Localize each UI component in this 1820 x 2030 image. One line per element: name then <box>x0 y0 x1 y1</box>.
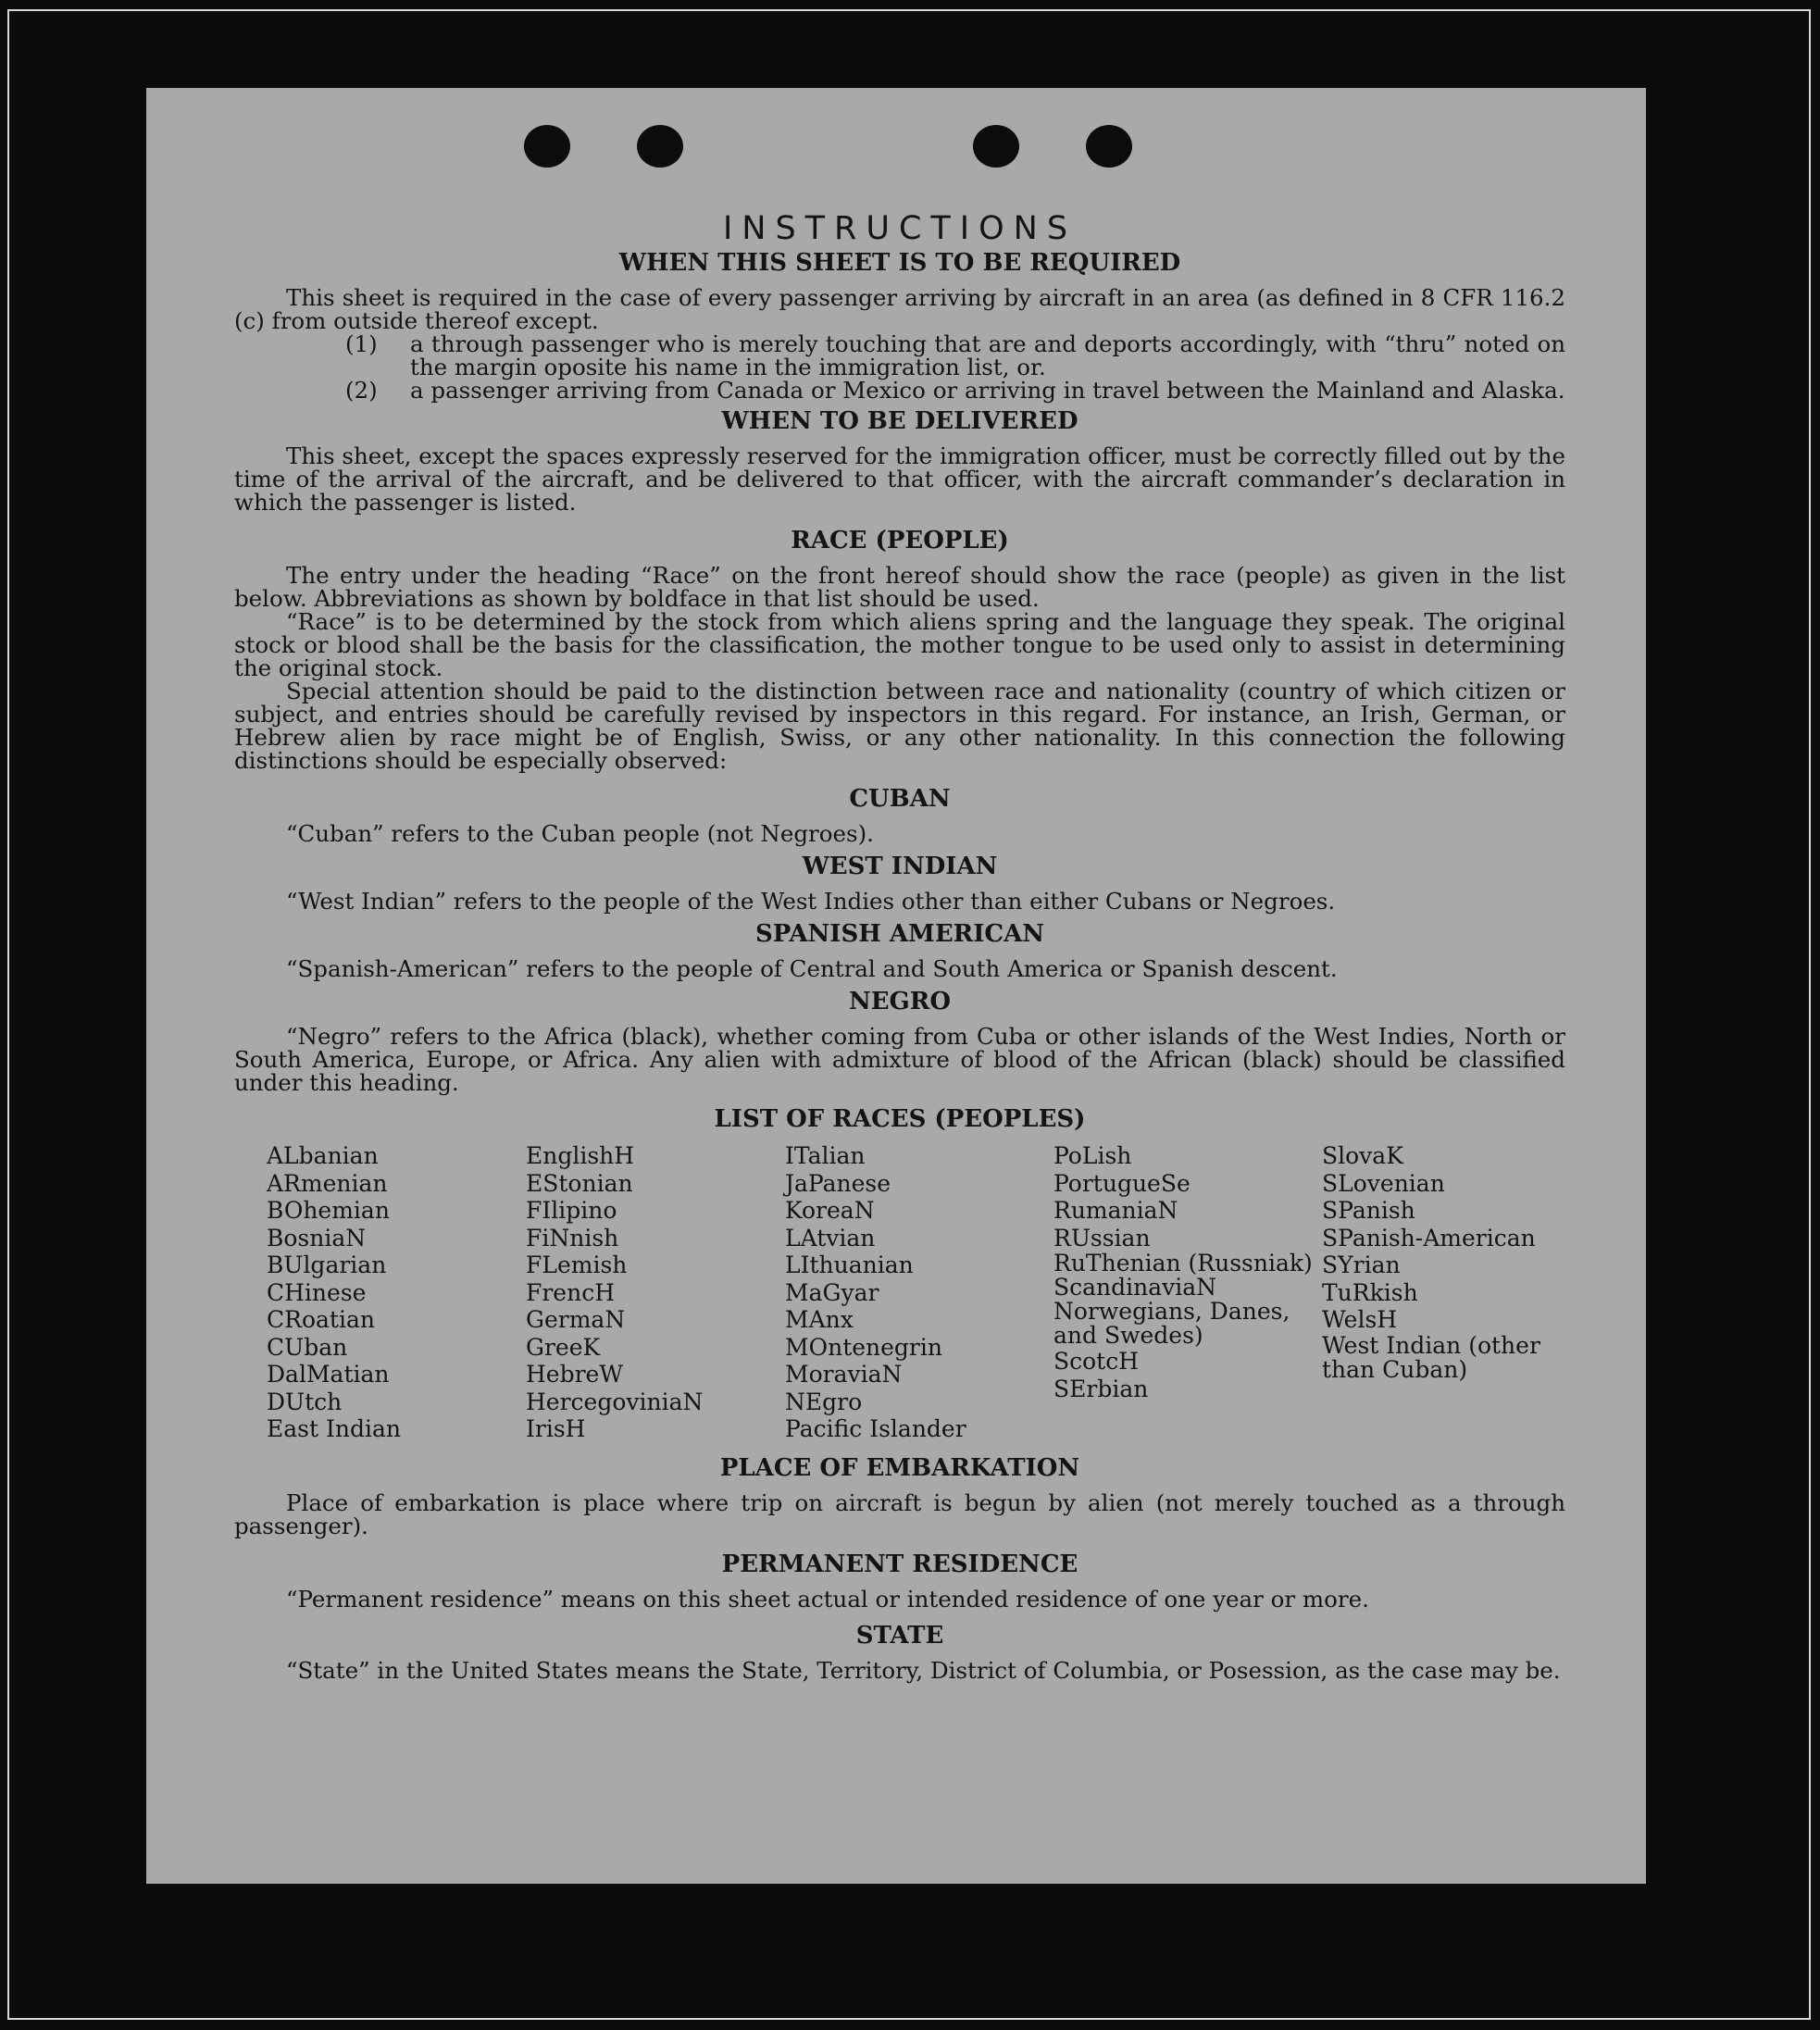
race-entry: GermaN <box>526 1306 626 1333</box>
section-title: NEGRO <box>848 988 952 1015</box>
race-entry: RuThenian (Russniak) <box>1053 1250 1313 1277</box>
race-entry: HercegoviniaN <box>526 1388 704 1415</box>
race-entry: FIlipino <box>526 1197 617 1224</box>
race-entry: West Indian (other than Cuban) <box>1322 1331 1540 1383</box>
list-item <box>234 332 1565 379</box>
item-number: (1) <box>345 330 378 357</box>
race-entry: BUlgarian <box>267 1252 387 1278</box>
race-entry: MOntenegrin <box>785 1333 942 1361</box>
race-entry: FiNnish <box>526 1224 619 1252</box>
race-entry: SLovenian <box>1322 1169 1445 1197</box>
race-entry: SlovaK <box>1322 1142 1403 1169</box>
race-entry: SPanish-American <box>1322 1224 1536 1252</box>
race-entry: MaGyar <box>785 1278 879 1306</box>
paragraph: “Negro” refers to the Africa (black), whether coming from Cuba or other islands of the West Indies, North or South America, Europe, or Africa. Any alien with admixture of blood of the African (black) should be classified under this heading. <box>234 1023 1565 1096</box>
race-entry: CHinese <box>267 1278 367 1306</box>
races-column <box>1053 1142 1322 1443</box>
punch-hole <box>524 125 570 168</box>
race-entry: East Indian <box>267 1415 401 1442</box>
section-title: CUBAN <box>849 785 951 813</box>
race-entry: ITalian <box>785 1142 866 1169</box>
section-title: WEST INDIAN <box>802 853 998 880</box>
race-entry: RumaniaN <box>1053 1197 1178 1224</box>
race-entry: FLemish <box>526 1252 628 1278</box>
race-entry: DUtch <box>267 1388 343 1415</box>
race-entry: MoraviaN <box>785 1361 903 1388</box>
race-entry: CRoatian <box>267 1306 375 1333</box>
races-column <box>1322 1142 1553 1443</box>
races-column <box>267 1142 526 1443</box>
race-entry: HebreW <box>526 1361 624 1388</box>
item-text: a passenger arriving from Canada or Mexico or arriving in travel between the Mainland and Alaska. <box>410 377 1565 404</box>
race-entry: ARmenian <box>267 1169 388 1197</box>
races-column <box>526 1142 785 1443</box>
paragraph: This sheet is required in the case of every passenger arriving by aircraft in an area (as defined in 8 CFR 116.2 (c) from outside thereof except. <box>234 284 1565 334</box>
race-entry: FrencH <box>526 1278 615 1306</box>
race-entry: SPanish <box>1322 1197 1415 1224</box>
race-entry: GreeK <box>526 1333 601 1361</box>
race-entry: EnglishH <box>526 1142 635 1169</box>
race-entry: NEgro <box>785 1388 863 1415</box>
punch-hole <box>1086 125 1132 168</box>
section-title: WHEN TO BE DELIVERED <box>721 407 1078 435</box>
race-entry: SYrian <box>1322 1252 1401 1278</box>
section-title: SPANISH AMERICAN <box>754 920 1045 948</box>
race-entry: DalMatian <box>267 1361 390 1388</box>
paragraph: “Race” is to be determined by the stock from which aliens spring and the language they speak. The original stock or blood shall be the basis for the classification, the mother tongue to be used only to assist in determining the original stock. <box>234 608 1565 681</box>
paragraph: “Permanent residence” means on this sheet actual or intended residence of one year or more. <box>286 1585 1369 1613</box>
race-entry: WelsH <box>1322 1306 1398 1333</box>
race-entry: ScandinaviaN Norwegians, Danes, and Swedes) <box>1053 1274 1290 1349</box>
page-title: INSTRUCTIONS <box>722 210 1078 247</box>
races-table <box>267 1142 1553 1443</box>
item-text: a through passenger who is merely touching that are and deports accordingly, with “thru” noted on the margin oposite his name in the immigration list, or. <box>410 330 1565 380</box>
race-entry: ALbanian <box>267 1142 379 1169</box>
race-entry: RUssian <box>1053 1224 1151 1252</box>
race-entry: TuRkish <box>1322 1278 1418 1306</box>
race-entry: CUban <box>267 1333 348 1361</box>
race-entry: EStonian <box>526 1169 633 1197</box>
race-entry: BOhemian <box>267 1197 390 1224</box>
race-entry: PortugueSe <box>1053 1169 1190 1197</box>
races-column <box>785 1142 1053 1443</box>
punch-hole <box>637 125 683 168</box>
instructions-content <box>234 210 1565 1682</box>
race-entry: MAnx <box>785 1306 854 1333</box>
paragraph: “West Indian” refers to the people of the West Indies other than either Cubans or Negroes. <box>286 888 1336 915</box>
punch-hole <box>973 125 1019 168</box>
section-title: PLACE OF EMBARKATION <box>719 1453 1080 1482</box>
section-title: RACE (PEOPLE) <box>791 527 1009 554</box>
race-entry: KoreaN <box>785 1197 875 1224</box>
paragraph: “Cuban” refers to the Cuban people (not Negroes). <box>286 820 874 847</box>
section-title: WHEN THIS SHEET IS TO BE REQUIRED <box>618 249 1181 277</box>
section-title: PERMANENT RESIDENCE <box>721 1550 1078 1578</box>
race-entry: BosniaN <box>267 1224 367 1252</box>
item-number: (2) <box>345 377 378 404</box>
race-entry: SErbian <box>1053 1375 1149 1402</box>
document-sheet <box>146 88 1646 1884</box>
race-entry: IrisH <box>526 1415 586 1442</box>
paragraph: Place of embarkation is place where trip on aircraft is begun by alien (not merely touched as a through passenger). <box>234 1488 1565 1539</box>
paragraph: “State” in the United States means the State, Territory, District of Columbia, or Posession, as the case may be. <box>286 1656 1561 1684</box>
race-entry: ScotcH <box>1053 1348 1140 1375</box>
race-entry: JaPanese <box>785 1169 891 1197</box>
paragraph: Special attention should be paid to the distinction between race and nationality (country of which citizen or subject, and entries should be carefully revised by inspectors in this regard. For instance, an Irish, German, or Hebrew alien by race might be of English, Swiss, or any other nationality. In this connection the following distinctions should be especially observed: <box>234 678 1565 774</box>
race-entry: Pacific Islander <box>785 1415 966 1442</box>
paragraph: This sheet, except the spaces expressly reserved for the immigration officer, must be correctly filled out by the time of the arrival of the aircraft, and be delivered to that officer, with the aircraft commander’s declaration in which the passenger is listed. <box>234 442 1565 516</box>
section-title: STATE <box>855 1621 944 1650</box>
race-entry: LIthuanian <box>785 1252 914 1278</box>
race-entry: LAtvian <box>785 1224 876 1252</box>
paragraph: The entry under the heading “Race” on the front hereof should show the race (people) as given in the list below. Abbreviations as shown by boldface in that list should be used. <box>234 562 1565 612</box>
section-title: LIST OF RACES (PEOPLES) <box>714 1105 1086 1133</box>
paragraph: “Spanish-American” refers to the people of Central and South America or Spanish descent. <box>286 955 1338 982</box>
race-entry: PoLish <box>1053 1142 1132 1169</box>
list-item <box>234 379 1565 402</box>
